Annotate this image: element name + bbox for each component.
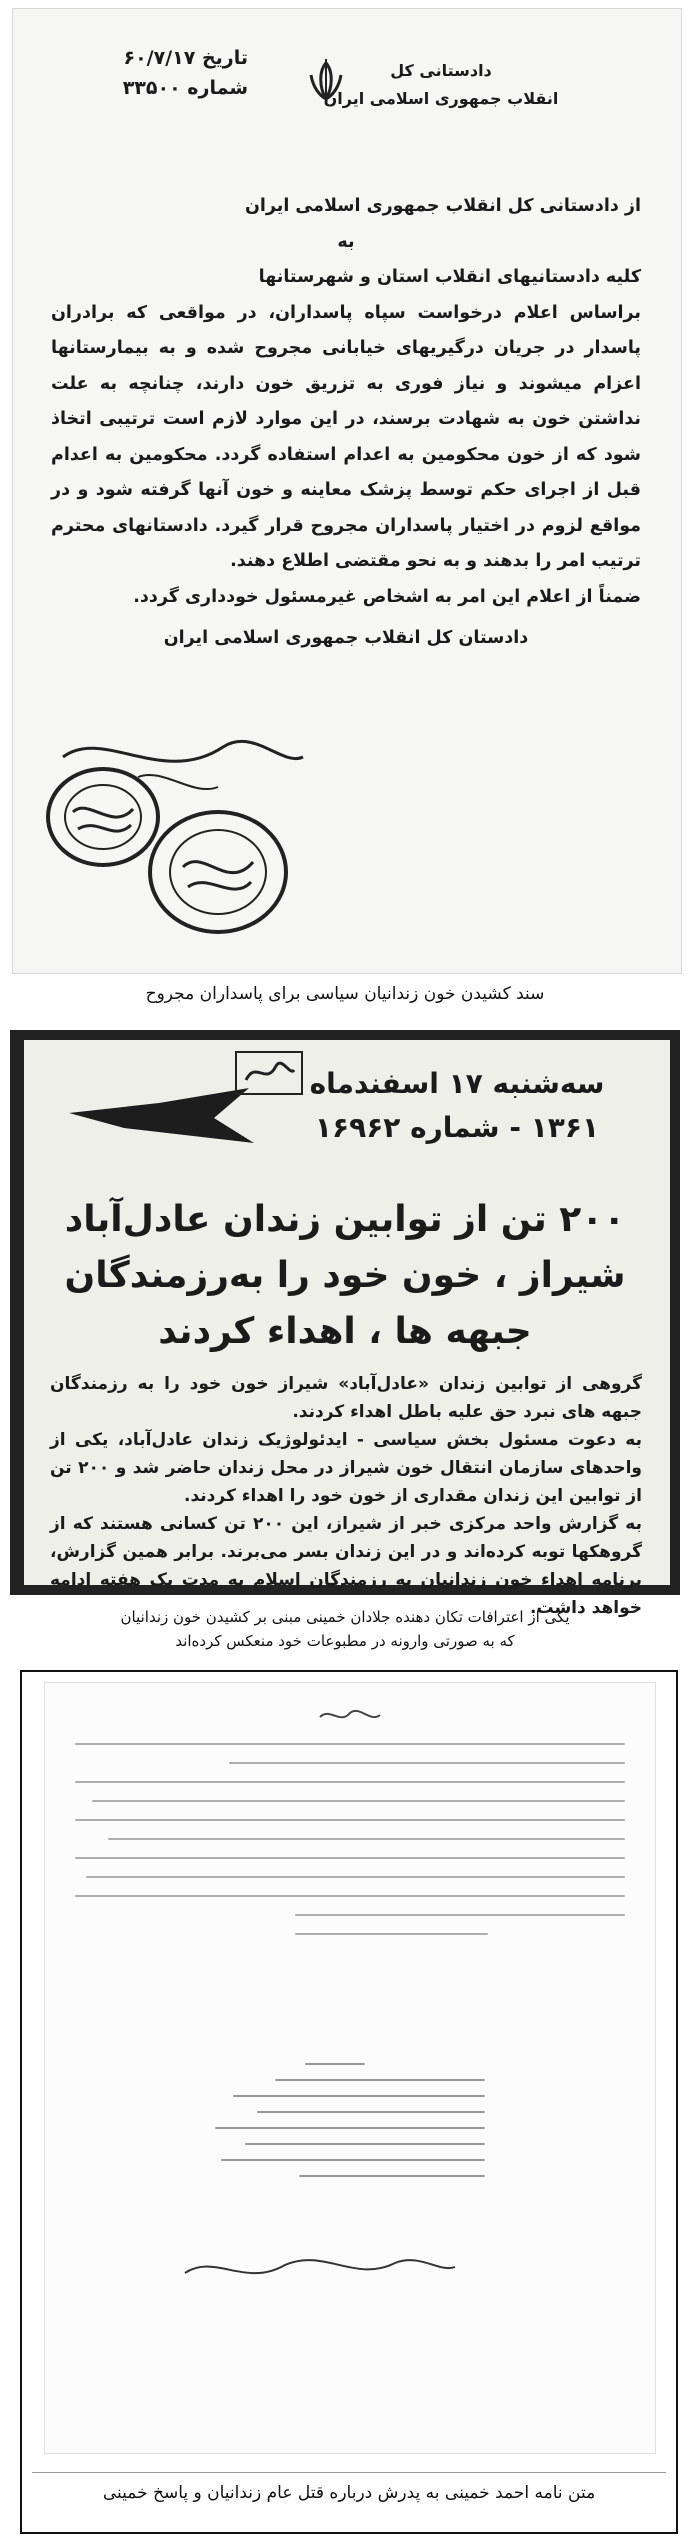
caption-clipping bbox=[0, 1605, 690, 1653]
memo-recipients: کلیه دادستانیهای انقلاب استان و شهرستانها bbox=[258, 267, 641, 287]
letter-handwriting bbox=[75, 1743, 625, 1952]
memo-document bbox=[12, 8, 682, 974]
memo-to-label: به bbox=[337, 231, 355, 252]
clipping-issue: ۱۳۶۱ - شماره ۱۶۹۶۲ bbox=[314, 1111, 600, 1144]
memo-paragraph: براساس اعلام درخواست سپاه پاسداران، در مواقعی که برادران پاسدار در جریان درگیریهای خیابانی مجروح شده و به بیمارستانها اعزام میشوند و نیاز فوری به تزریق خون دارند، چنانچه به علت نداشتن خون به شهادت برسند، در این موارد لازم است ترتیبی اتخاذ شود که از خون محکومین به اعدام استفاده گردد. محکومین به اعدام قبل از اجرای حکم توسط پزشک معاینه و خون آنها گرفته شود و در مواقع لزوم در اختیار پاسداران مجروح قرار گیرد. دادستانهای محترم ترتیب امر را بدهند و به نحو مقتضی اطلاع دهند. bbox=[51, 302, 641, 571]
handwritten-letter bbox=[44, 1682, 656, 2454]
khomeini-reply-handwriting bbox=[185, 2063, 485, 2191]
handwritten-letter-frame bbox=[20, 1670, 678, 2534]
headline-line-2: شیراز ، خون خود را به‌رزمندگان bbox=[64, 1255, 626, 1296]
memo-body bbox=[51, 189, 641, 657]
clipping-article bbox=[50, 1370, 642, 1622]
caption-letter: متن نامه احمد خمینی به پدرش درباره قتل عام زندانیان و پاسخ خمینی bbox=[32, 2472, 666, 2513]
memo-date-number bbox=[98, 43, 248, 103]
memo-number: شماره ۳۳۵۰۰ bbox=[122, 77, 248, 99]
memo-letterhead bbox=[321, 57, 561, 113]
letter-opening-scribble bbox=[315, 1703, 385, 1727]
memo-from: از دادستانی کل انقلاب جمهوری اسلامی ایران bbox=[244, 196, 641, 216]
memo-date: تاریخ ۶۰/۷/۱۷ bbox=[123, 47, 248, 69]
caption-clipping-line-1: یکی از اعترافات تکان دهنده جلادان خمینی مبنی بر کشیدن خون زندانیان bbox=[120, 1608, 570, 1626]
stamp-and-signature bbox=[43, 717, 313, 967]
caption-memo: سند کشیدن خون زندانیان سیاسی برای پاسداران مجروح bbox=[145, 984, 545, 1004]
article-paragraph: گروهی از توابین زندان «عادل‌آباد» شیراز خون خود را به رزمندگان جبهه های نبرد حق علیه باطل اهداء کردند. bbox=[50, 1374, 642, 1422]
signature-scribble bbox=[175, 2243, 465, 2293]
clipping-headline bbox=[42, 1192, 648, 1360]
torn-mark-icon bbox=[64, 1058, 254, 1148]
memo-note: ضمناً از اعلام این امر به اشخاص غیرمسئول خودداری گردد. bbox=[133, 586, 641, 607]
memo-signatory: دادستان کل انقلاب جمهوری اسلامی ایران bbox=[163, 628, 529, 648]
article-paragraph: به دعوت مسئول بخش سیاسی - ایدئولوژیک زندان عادل‌آباد، یکی از واحدهای سازمان انتقال خون شیراز در محل زندان حاضر شد و ۲۰۰ تن از توابین این زندان مقداری از خون خود را اهداء کردند. bbox=[50, 1430, 642, 1506]
article-paragraph: به گزارش واحد مرکزی خبر از شیراز، این ۲۰۰ تن کسانی هستند که از گروهکها توبه کرده‌اند و در این زندان بسر می‌برند. برابر همین گزارش، برنامه اهداء خون زندانیان به رزمندگان اسلام به مدت یک هفته ادامه خواهد داشت. bbox=[50, 1514, 642, 1618]
headline-line-1: ۲۰۰ تن از توابین زندان عادل‌آباد bbox=[64, 1199, 626, 1240]
headline-line-3: جبهه ها ، اهداء کردند bbox=[158, 1311, 532, 1352]
caption-clipping-line-2: که به صورتی وارونه در مطبوعات خود منعکس کرده‌اند bbox=[175, 1632, 515, 1650]
letterhead-line-2: انقلاب جمهوری اسلامی ایران bbox=[323, 89, 559, 108]
clipping-masthead bbox=[282, 1052, 632, 1152]
clipping-date: سه‌شنبه ۱۷ اسفندماه bbox=[309, 1067, 605, 1100]
letterhead-line-1: دادستانی کل bbox=[390, 61, 492, 80]
